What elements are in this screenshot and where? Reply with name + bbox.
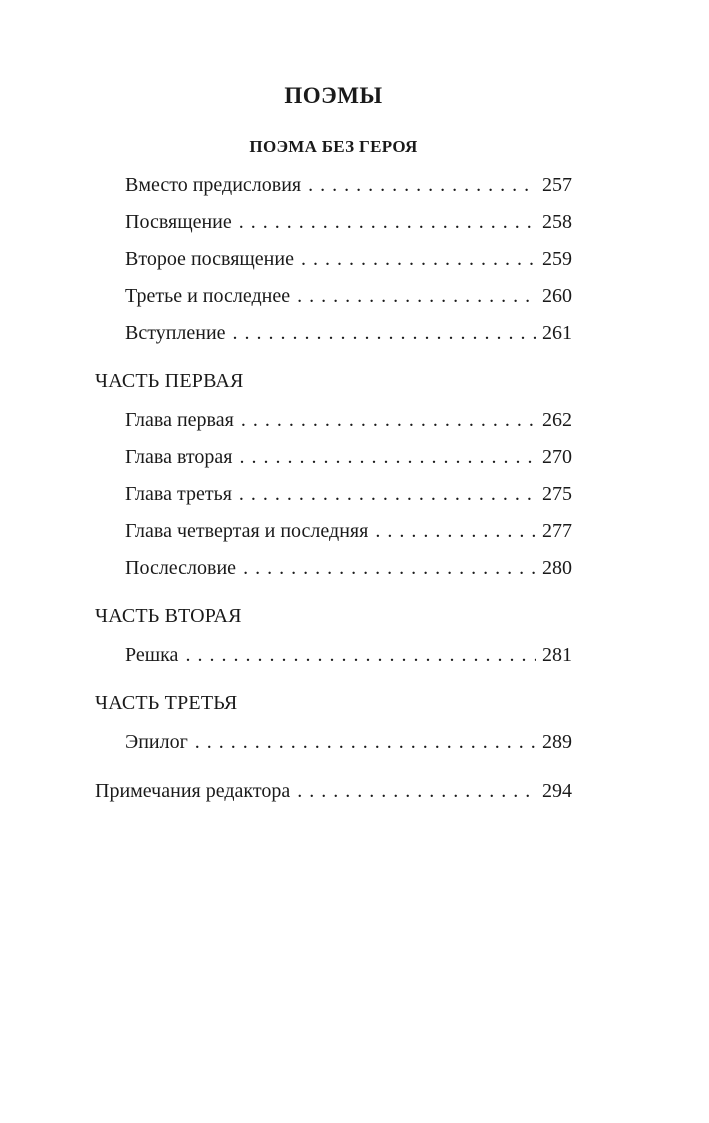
toc-entry-page: 257 — [542, 174, 572, 196]
section-heading-part-three: ЧАСТЬ ТРЕТЬЯ — [95, 692, 238, 714]
toc-entry — [95, 521, 572, 541]
toc-entry-page: 275 — [542, 483, 572, 505]
section-heading-part-one: ЧАСТЬ ПЕРВАЯ — [95, 370, 244, 392]
toc-entry-page: 262 — [542, 409, 572, 431]
toc-entry — [95, 249, 572, 269]
toc-entry-label: Второе посвящение — [125, 248, 294, 270]
toc-entry-label: Глава вторая — [125, 446, 233, 468]
dot-leader — [195, 732, 536, 752]
toc-entry — [95, 323, 572, 343]
toc-entry-page: 277 — [542, 520, 572, 542]
toc-entry-page: 289 — [542, 731, 572, 753]
section-heading-part-two: ЧАСТЬ ВТОРАЯ — [95, 605, 242, 627]
toc-entry-label: Решка — [125, 644, 179, 666]
toc-entry-label: Посвящение — [125, 211, 232, 233]
toc-entry-label: Третье и последнее — [125, 285, 291, 307]
toc-entry — [95, 732, 572, 752]
toc-entry — [95, 484, 572, 504]
toc-entry-label: Глава третья — [125, 483, 232, 505]
table-of-contents — [95, 175, 572, 801]
poem-title: ПОЭМА БЕЗ ГЕРОЯ — [249, 137, 418, 156]
toc-entry — [95, 645, 572, 665]
dot-leader — [297, 781, 536, 801]
dot-leader — [243, 558, 536, 578]
toc-entry — [95, 212, 572, 232]
dot-leader — [297, 286, 536, 306]
toc-entry-page: 260 — [542, 285, 572, 307]
toc-entry-label: Примечания редактора — [95, 780, 291, 802]
dot-leader — [239, 447, 536, 467]
dot-leader — [233, 323, 536, 343]
toc-entry-editor-notes — [95, 781, 572, 801]
dot-leader — [185, 645, 536, 665]
toc-entry-label: Послесловие — [125, 557, 237, 579]
dot-leader — [239, 212, 536, 232]
toc-entry — [95, 286, 572, 306]
toc-entry-label: Глава четвертая и последняя — [125, 520, 369, 542]
toc-entry-page: 281 — [542, 644, 572, 666]
toc-entry-page: 294 — [542, 780, 572, 802]
toc-entry-label: Вместо предисловия — [125, 174, 302, 196]
toc-entry-label: Эпилог — [125, 731, 188, 753]
toc-entry-label: Глава первая — [125, 409, 234, 431]
toc-entry — [95, 410, 572, 430]
toc-entry-page: 280 — [542, 557, 572, 579]
toc-entry-page: 258 — [542, 211, 572, 233]
toc-entry-label: Вступление — [125, 322, 226, 344]
dot-leader — [301, 249, 536, 269]
toc-entry-page: 261 — [542, 322, 572, 344]
toc-entry — [95, 175, 572, 195]
page-title: ПОЭМЫ — [284, 83, 383, 108]
dot-leader — [241, 410, 536, 430]
toc-entry — [95, 447, 572, 467]
dot-leader — [239, 484, 536, 504]
toc-entry-page: 270 — [542, 446, 572, 468]
toc-entry — [95, 558, 572, 578]
dot-leader — [375, 521, 536, 541]
dot-leader — [308, 175, 536, 195]
toc-entry-page: 259 — [542, 248, 572, 270]
